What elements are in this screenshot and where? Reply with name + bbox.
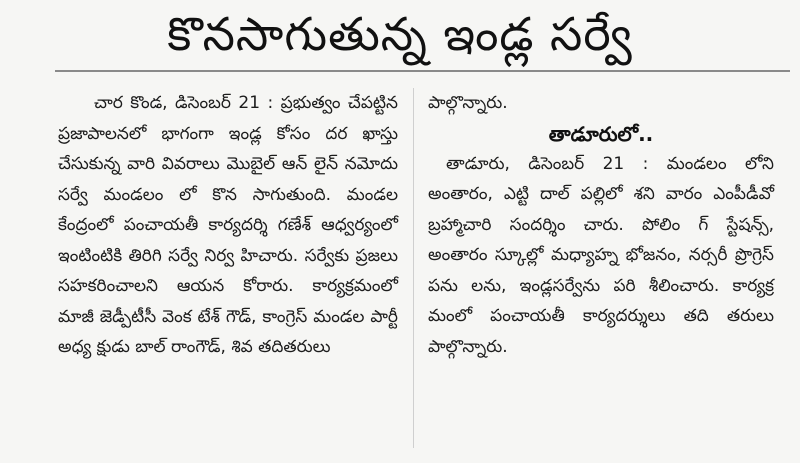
subheading: తాడూరులో.. bbox=[548, 121, 654, 146]
headline: కొనసాగుతున్న ఇండ్ల సర్వే bbox=[167, 7, 633, 61]
right-column-continuation: పాల్గొన్నారు. bbox=[428, 93, 508, 113]
left-column-paragraph: చార కొండ, డిసెంబర్ 21 : ప్రభుత్వం చేపట్టిన ప్రజాపాలనలో భాగంగా ఇండ్ల కోసం దర ఖాస్తు చేసుకున్న వారి వివరాలు మొబైల్ ఆన్ లైన్ నమోదు సర్వే మండలం లో కొన సాగుతుంది. మండల కేంద్రంలో పంచాయతీ కార్యదర్శి గణేశ్ ఆధ్వర్యంలో ఇంటింటికి తిరిగి సర్వే నిర్వ హిచారు. సర్వేకు ప్రజలు సహకరించాలని ఆయన కోరారు. కార్యక్రమంలో మాజీ జెడ్పీటీసీ వెంక టేశ్ గౌడ్, కాంగ్రెస్ మండల పార్టీ అధ్య క్షుడు బాల్ రాంగౌడ్, శివ తదితరులు bbox=[58, 93, 398, 357]
left-column bbox=[58, 88, 398, 363]
right-column bbox=[428, 88, 774, 362]
right-column-paragraph: తాడూరు, డిసెంబర్ 21 : మండలం లోని అంతారం, ఎట్టి దాల్ పల్లిలో శని వారం ఎంపీడీవో బ్రహ్మాచారి సందర్శిం చారు. పోలిం గ్ స్టేషన్స్, అంతారం స్కూల్లో మధ్యాహ్న భోజనం, నర్సరీ ప్రొగ్రెస్ పను లను, ఇండ్లసర్వేను పరి శీలించారు. కార్యక్ర మంలో పంచాయతీ కార్యదర్శులు తది తరులు పాల్గొన్నారు. bbox=[428, 153, 774, 357]
headline-rule bbox=[55, 70, 790, 72]
column-divider bbox=[413, 88, 414, 448]
